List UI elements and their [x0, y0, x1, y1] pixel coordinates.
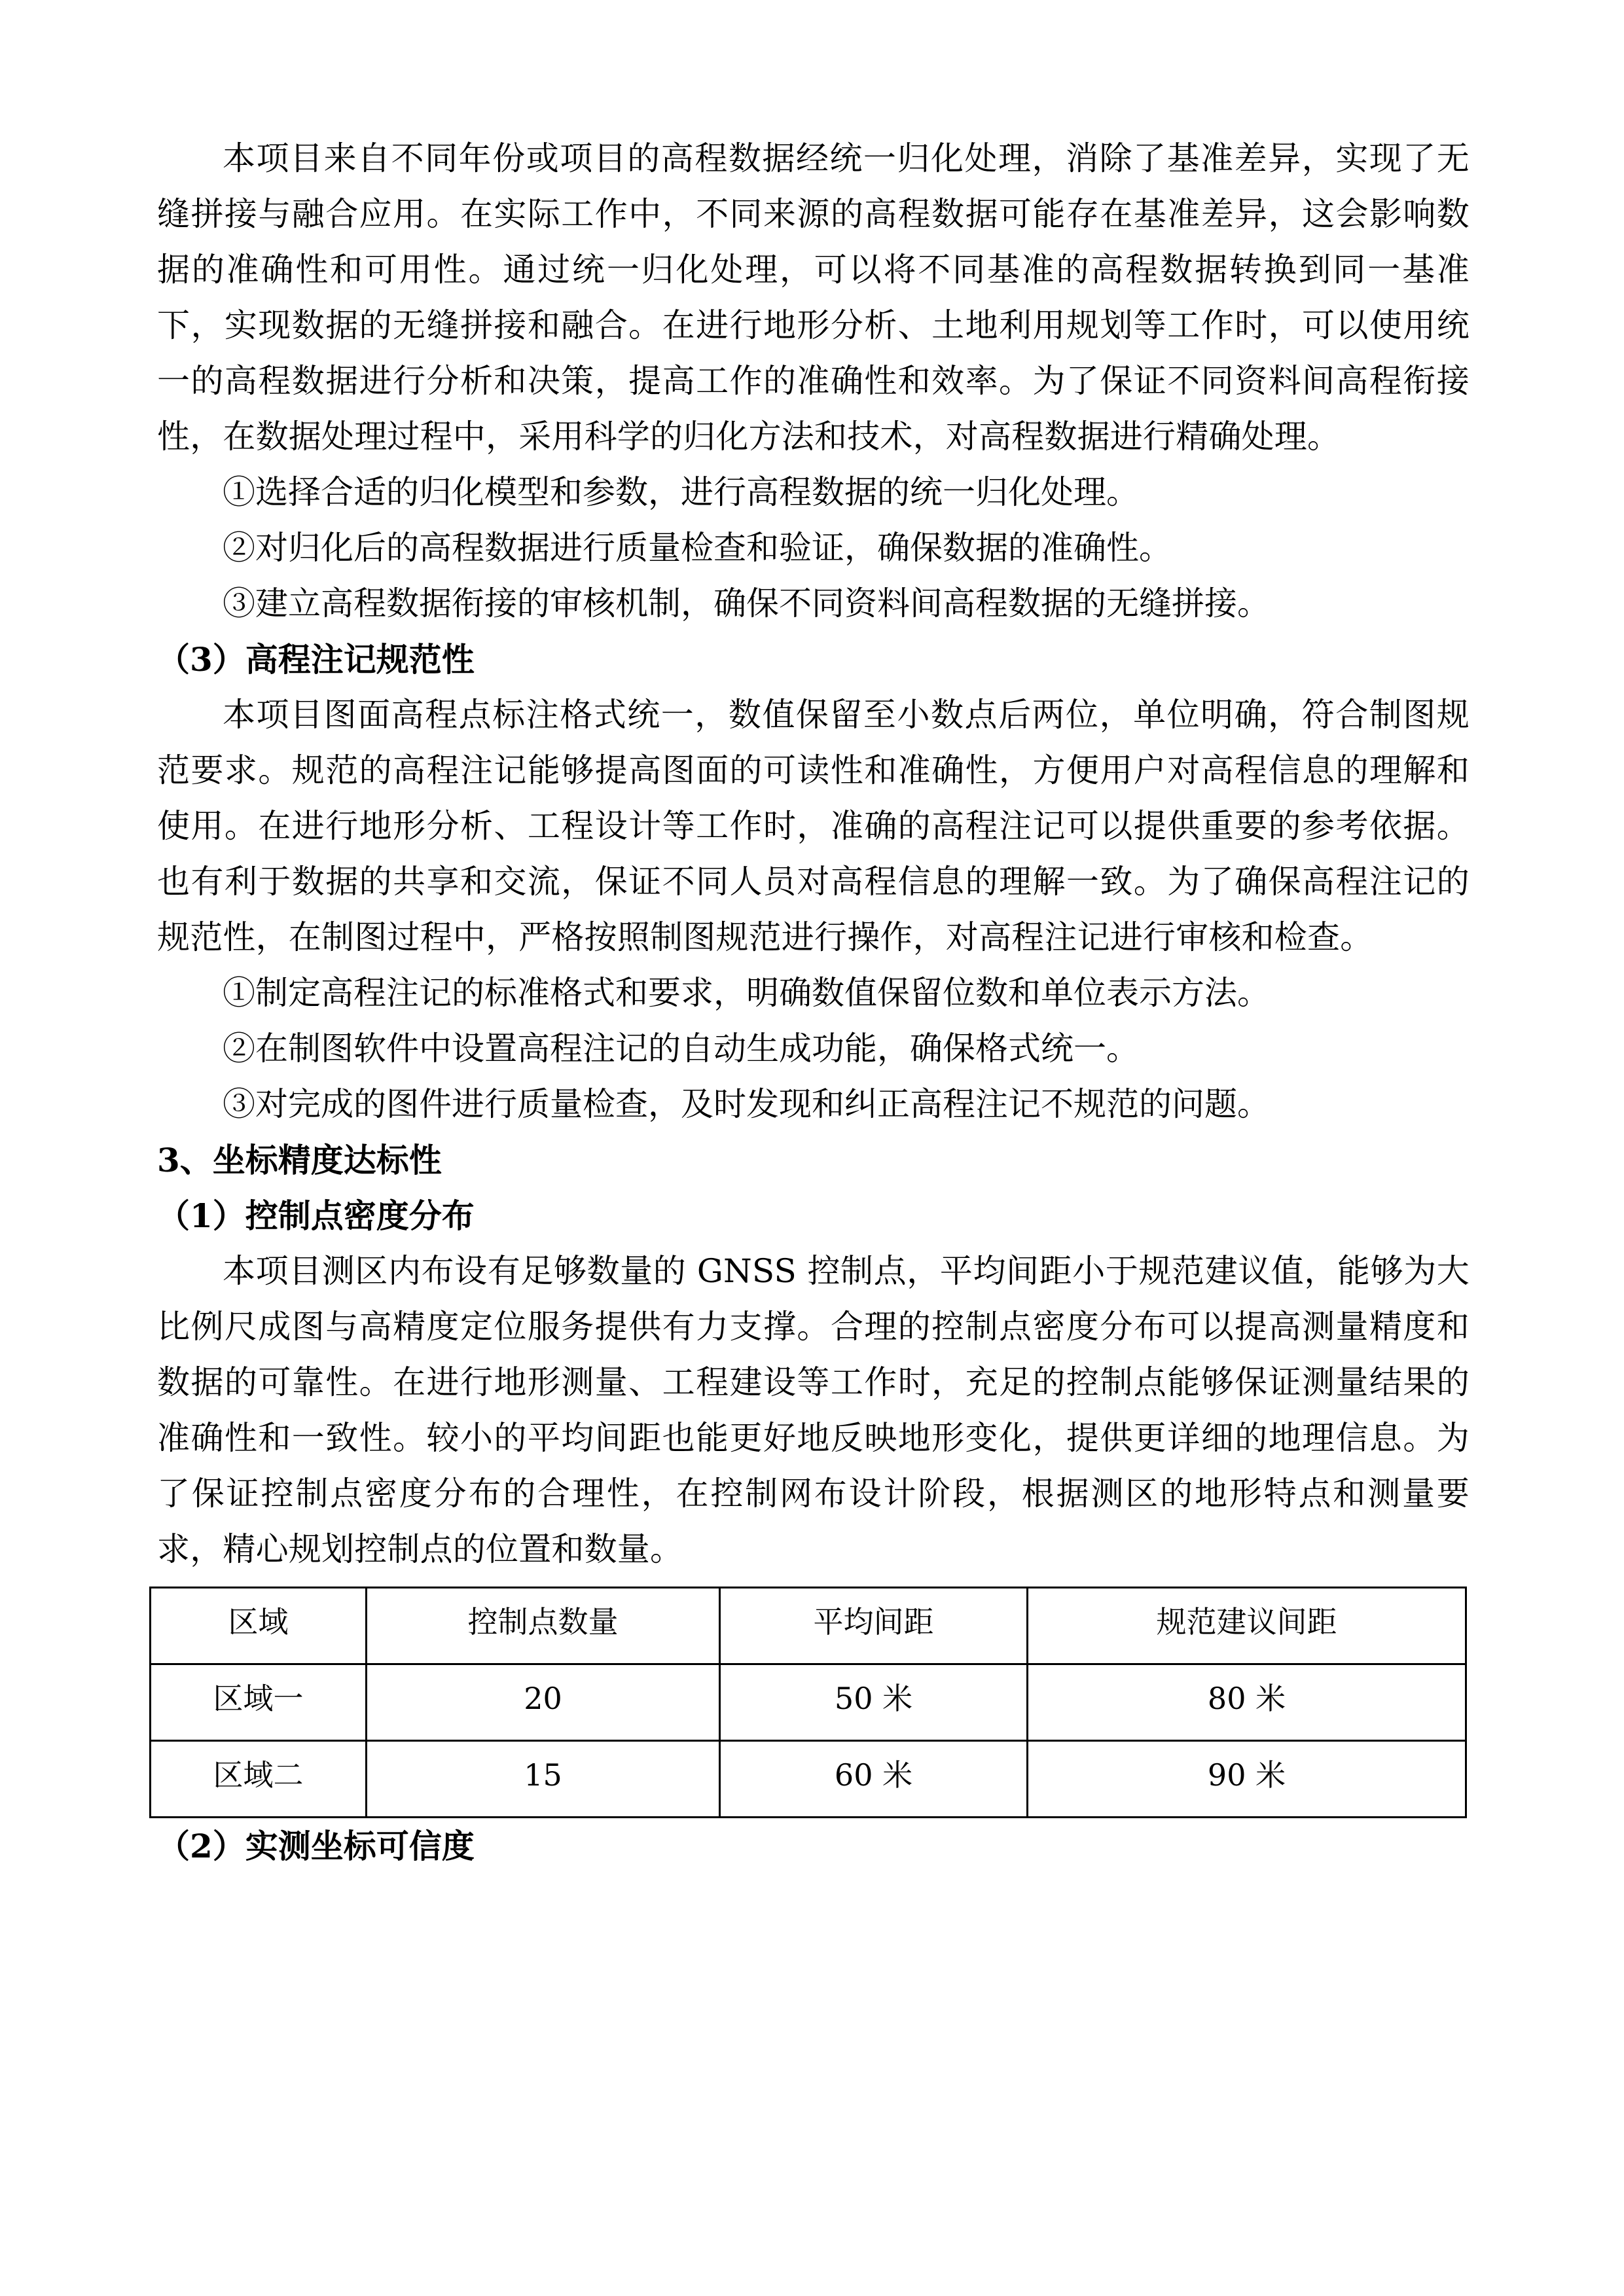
table-cell-avg-spacing: 50 米 — [720, 1664, 1028, 1741]
table-header-row — [151, 1588, 1466, 1664]
paragraph-elevation-annotation: 本项目图面高程点标注格式统一，数值保留至小数点后两位，单位明确，符合制图规范要求。规范的高程注记能够提高图面的可读性和准确性，方便用户对高程信息的理解和使用。在进行地形分析、工程设计等工作时，准确的高程注记可以提供重要的参考依据。也有利于数据的共享和交流，保证不同人员对高程信息的理解一致。为了确保高程注记的规范性，在制图过程中，严格按照制图规范进行操作，对高程注记进行审核和检查。 — [157, 696, 1470, 956]
table-header-cell-standard-spacing: 规范建议间距 — [1028, 1588, 1466, 1664]
list-item-1-2: ②对归化后的高程数据进行质量检查和验证，确保数据的准确性。 — [223, 529, 1172, 567]
table-cell-standard-spacing: 80 米 — [1028, 1664, 1466, 1741]
list-item-2-3: ③对完成的图件进行质量检查，及时发现和纠正高程注记不规范的问题。 — [223, 1085, 1270, 1123]
table-cell-avg-spacing: 60 米 — [720, 1741, 1028, 1818]
table-cell-count: 20 — [367, 1664, 720, 1741]
page-content — [157, 131, 1470, 1874]
table-header-cell-count: 控制点数量 — [367, 1588, 720, 1664]
list-item-1-3: ③建立高程数据衔接的审核机制，确保不同资料间高程数据的无缝拼接。 — [223, 584, 1270, 622]
paragraph-control-point-density: 本项目测区内布设有足够数量的 GNSS 控制点，平均间距小于规范建议值，能够为大比例尺成图与高精度定位服务提供有力支撑。合理的控制点密度分布可以提高测量精度和数据的可靠性。在进行地形测量、工程建设等工作时，充足的控制点能够保证测量结果的准确性和一致性。较小的平均间距也能更好地反映地形变化，提供更详细的地理信息。为了保证控制点密度分布的合理性，在控制网布设计阶段，根据测区的地形特点和测量要求，精心规划控制点的位置和数量。 — [157, 1252, 1470, 1568]
list-item-1-1: ①选择合适的归化模型和参数，进行高程数据的统一归化处理。 — [223, 473, 1139, 511]
list-item-2-1: ①制定高程注记的标准格式和要求，明确数值保留位数和单位表示方法。 — [223, 974, 1270, 1012]
heading-elevation-annotation-standard: （3）高程注记规范性 — [157, 640, 475, 679]
table-cell-standard-spacing: 90 米 — [1028, 1741, 1466, 1818]
list-item-2-2: ②在制图软件中设置高程注记的自动生成功能，确保格式统一。 — [223, 1030, 1139, 1067]
heading-control-point-density: （1）控制点密度分布 — [157, 1196, 475, 1235]
table-header-cell-region: 区域 — [151, 1588, 367, 1664]
heading-coordinate-accuracy: 3、坐标精度达标性 — [157, 1141, 442, 1179]
table-cell-region: 区域二 — [151, 1741, 367, 1818]
heading-measured-coordinate-credibility: （2）实测坐标可信度 — [157, 1827, 475, 1865]
paragraph-elevation-normalization: 本项目来自不同年份或项目的高程数据经统一归化处理，消除了基准差异，实现了无缝拼接与融合应用。在实际工作中，不同来源的高程数据可能存在基准差异，这会影响数据的准确性和可用性。通过统一归化处理，可以将不同基准的高程数据转换到同一基准下，实现数据的无缝拼接和融合。在进行地形分析、土地利用规划等工作时，可以使用统一的高程数据进行分析和决策，提高工作的准确性和效率。为了保证不同资料间高程衔接性，在数据处理过程中，采用科学的归化方法和技术，对高程数据进行精确处理。 — [157, 139, 1470, 456]
table-header-cell-avg-spacing: 平均间距 — [720, 1588, 1028, 1664]
table-row — [151, 1741, 1466, 1818]
table-cell-count: 15 — [367, 1741, 720, 1818]
control-point-density-table — [149, 1587, 1467, 1818]
table-row — [151, 1664, 1466, 1741]
table-cell-region: 区域一 — [151, 1664, 367, 1741]
